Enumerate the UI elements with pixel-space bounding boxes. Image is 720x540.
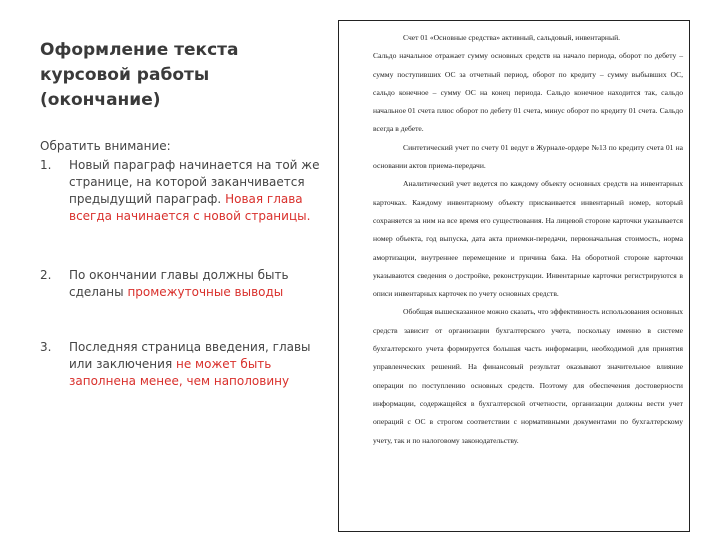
list-item-highlight: не может быть заполнена менее, чем наполовину bbox=[69, 357, 290, 388]
list-item bbox=[40, 157, 320, 225]
slide-title: Оформление текста курсовой работы (окончание) bbox=[40, 40, 239, 110]
list-item-plain-text: Последняя страница введения, главы или заключения bbox=[69, 340, 311, 371]
sample-page-text bbox=[373, 29, 683, 450]
list-item bbox=[40, 339, 320, 390]
list-item bbox=[40, 267, 320, 301]
list-item-plain-text: Новый параграф начинается на той же странице, на которой заканчивается предыдущий параграф. bbox=[69, 158, 320, 206]
list-item-text bbox=[69, 157, 320, 225]
list-item-highlight: Новая глава всегда начинается с новой страницы. bbox=[69, 192, 311, 223]
sample-page bbox=[338, 20, 690, 532]
list-item-highlight: промежуточные выводы bbox=[127, 285, 284, 299]
list-item-plain-text: По окончании главы должны быть сделаны bbox=[69, 268, 289, 299]
page-paragraph: Счет 01 «Основные средства» активный, сальдовый, инвентарный. bbox=[403, 33, 621, 42]
page-paragraph: Обобщая вышесказанное можно сказать, что эффективность использования основных средств зависит от организации бухгалтерского учета, поскольку именно в системе бухгалтерского учета формируется большая часть информации, необходимой для принятия управленческих решений. На финансовый результат оказывают значительное влияние операции по поступлению основных средств. Поэтому для обеспечения достоверности информации, содержащейся в бухгалтерской отчетности, организации должны вести учет операций с ОС в строгом соответствии с нормативными документами по бухгалтерскому учету, так и по налоговому законодательству. bbox=[373, 307, 683, 445]
page-paragraph: Синтетический учет по счету 01 ведут в Журнале-ордере №13 по кредиту счета 01 на основании актов приема-передачи. bbox=[373, 142, 683, 171]
list-item-text bbox=[69, 267, 320, 301]
page-paragraph: Аналитический учет ведется по каждому объекту основных средств на инвентарных карточках. Каждому инвентарному объекту присваивается инвентарный номер, который сохраняется за ним на все время его существования. На лицевой стороне карточки указывается номер объекта, год выпуска, дата акта приемки-передачи, первоначальная стоимость, норма амортизации, внутреннее перемещение и причина бака. На оборотной стороне карточки указываются сведения о достройке, реконструкции. Инвентарные карточки регистрируются в описи инвентарных карточек по учету основных средств. bbox=[373, 179, 683, 299]
list-item-number: 2. bbox=[40, 268, 52, 282]
list-item-number: 3. bbox=[40, 340, 52, 354]
note-label: Обратить внимание: bbox=[40, 139, 171, 153]
list-item-number: 1. bbox=[40, 158, 52, 172]
page-paragraph: Сальдо начальное отражает сумму основных средств на начало периода, оборот по дебету – сумму поступивших ОС за отчетный период, оборот по кредиту – сумму выбывших ОС, сальдо конечное – сумму ОС на конец периода. Сальдо конечное находится так, сальдо начальное 01 счета плюс оборот по дебету 01 счета, минус оборот по кредиту 01 счета. Сальдо всегда в дебете. bbox=[373, 51, 683, 134]
list-item-text bbox=[69, 339, 320, 390]
